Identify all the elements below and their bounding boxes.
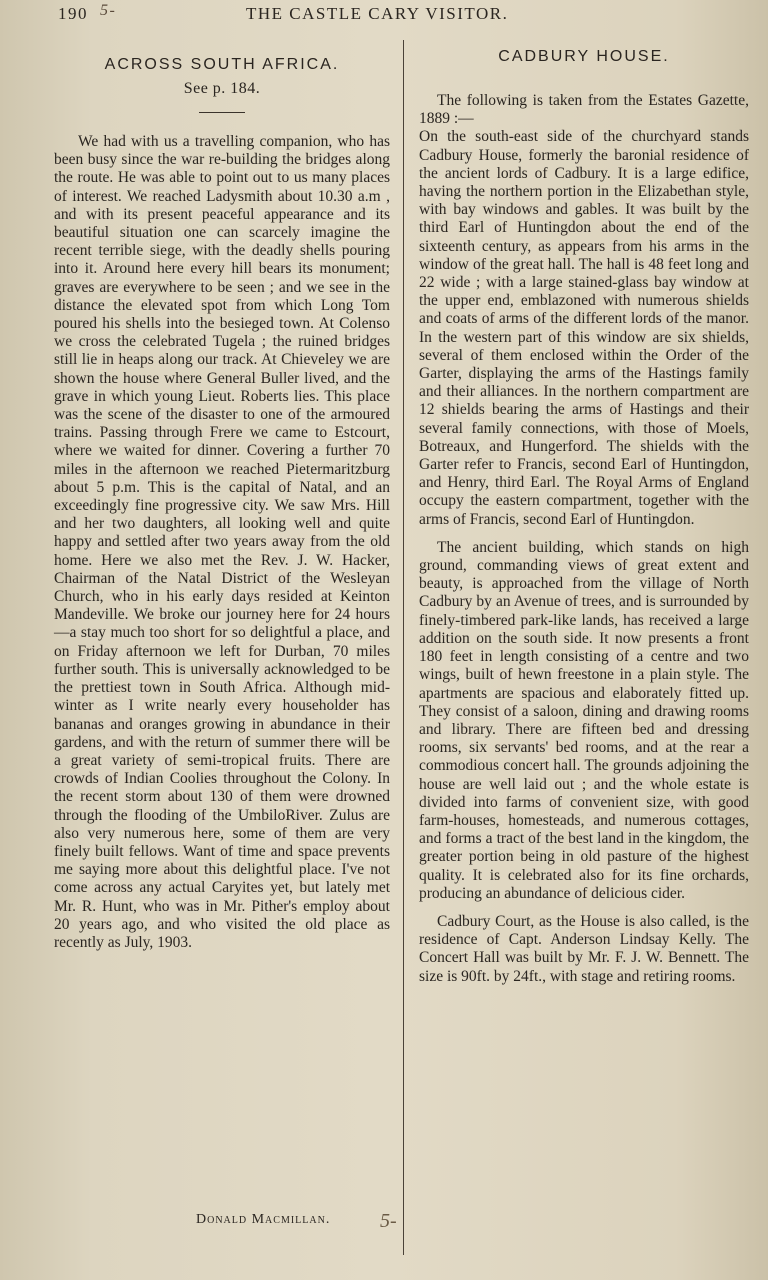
article-paragraph <box>419 92 749 529</box>
author-signature: Donald Macmillan. <box>196 1212 331 1227</box>
page-number: 190 <box>58 4 88 23</box>
article-body: We had with us a travelling companion, who has been busy since the war re-building the bridges along the route. He was able to point out to us many places of interest. We reached Ladysmith about 10.30 a.m , and with its present peaceful appearance and its beautiful situation one can scarcely imagine the recent terrible siege, with the deadly shells pouring into it. Around here every hill bears its monument; graves are everywhere to be seen ; and we see in the distance the elevated spot from which Long Tom poured his shells into the besieged town. At Colenso we cross the celebrated Tugela ; the ruined bridges still lie in heaps along our track. At Chieveley we are shown the house where General Buller lived, and the grave in which young Lieut. Roberts lies. This place was the scene of the disaster to one of the armoured trains. Passing through Frere we came to Estcourt, where we waited for dinner. Covering a further 70 miles in the afternoon we reached Pietermaritzburg about 5 p.m. This is the capital of Natal, and an exceedingly fine progressive city. We saw Mrs. Hill and her two daughters, all looking well and quite happy and settled after two years away from the old home. Here we also met the Rev. J. W. Hacker, Chairman of the Natal District of the Wesleyan Church, who in his early days resided at Keinton Mandeville. We broke our journey here for 24 hours—a stay much too short for so delightful a place, and on Friday afternoon we left for Durban, 70 miles further south. This is universally acknowledged to be the prettiest town in South Africa. Although mid-winter as I write nearly every householder has bananas and oranges growing in abundance in their gardens, and with the return of summer there will be a great variety of semi-tropical fruits. There are crowds of Indian Coolies throughout the Colony. In the recent storm about 130 of them were drowned through the flooding of the UmbiloRiver. Zulus are also very numerous here, some of them are very finely built fellows. Want of time and space prevents me saying more about this delightful place. I've not come across any actual Caryites yet, but lately met Mr. R. Hunt, who was in Mr. Pither's employ about 20 years ago, and who visited the old place as recently as July, 1903. <box>54 133 390 951</box>
source-attribution: The following is taken from the Estates Gazette, 1889 :— <box>419 92 749 128</box>
column-divider <box>403 40 404 1255</box>
paragraph-text: On the south-east side of the churchyard stands Cadbury House, formerly the baronial residence of the ancient lords of Cadbury. It is a large edifice, having the northern portion in the Elizabethan style, with bay windows and gables. It was built by the third Earl of Huntingdon about the end of the sixteenth century, as appears from his arms in the window of the great hall. The hall is 48 feet long and 22 wide ; with a large stained-glass bay window at the upper end, emblazoned with numerous shields and coats of arms of the different lords of the manor. In the western part of this window are six shields, several of them enclosed within the Order of the Garter, displaying the arms of the Hastings family and their alliances. In the northern compartment are 12 shields bearing the arms of Hastings and their several family connections, with those of Moels, Botreaux, and Hungerford. The shields with the Garter refer to Francis, second Earl of Huntingdon, and Henry, third Earl. The Royal Arms of England occupy the eastern compartment, together with the arms of Francis, second Earl of Huntingdon. <box>419 128 749 528</box>
section-rule <box>199 112 245 113</box>
article-cadbury-house <box>419 48 749 986</box>
article-title: ACROSS SOUTH AFRICA. <box>104 56 340 73</box>
running-header <box>0 2 768 26</box>
see-reference: See p. 184. <box>183 80 261 97</box>
article-paragraph: The ancient building, which stands on high ground, commanding views of great extent and beauty, is approached from the village of North Cadbury by an Avenue of trees, and is surrounded by finely-timbered park-like lands, has received a large addition on the south side. It now presents a front 180 feet in length consisting of a centre and two wings, built of hewn freestone in a plain style. The apartments are spacious and elaborately fitted up. They consist of a saloon, dining and drawing rooms and library. There are fifteen bed and dressing rooms, six servants' bed rooms, and at the rear a commodious concert hall. The grounds adjoining the house are well laid out ; and the whole estate is divided into farms of convenient size, with good farm-houses, homesteads, and numerous cottages, and forms a tract of the best land in the kingdom, the greater portion being in old pasture of the highest quality. It is celebrated also for its fine orchards, producing an abundance of delicious cider. <box>419 538 749 902</box>
article-paragraph: Cadbury Court, as the House is also called, is the residence of Capt. Anderson Lindsay Kelly. The Concert Hall was built by Mr. F. J. W. Bennett. The size is 90ft. by 24ft., with stage and retiring rooms. <box>419 912 749 985</box>
article-across-south-africa <box>54 48 390 952</box>
article-title: CADBURY HOUSE. <box>498 48 670 65</box>
journal-title: THE CASTLE CARY VISITOR. <box>246 4 509 23</box>
handwritten-mark: 5- <box>380 1210 397 1232</box>
handwritten-page-mark: 5- <box>100 2 117 19</box>
